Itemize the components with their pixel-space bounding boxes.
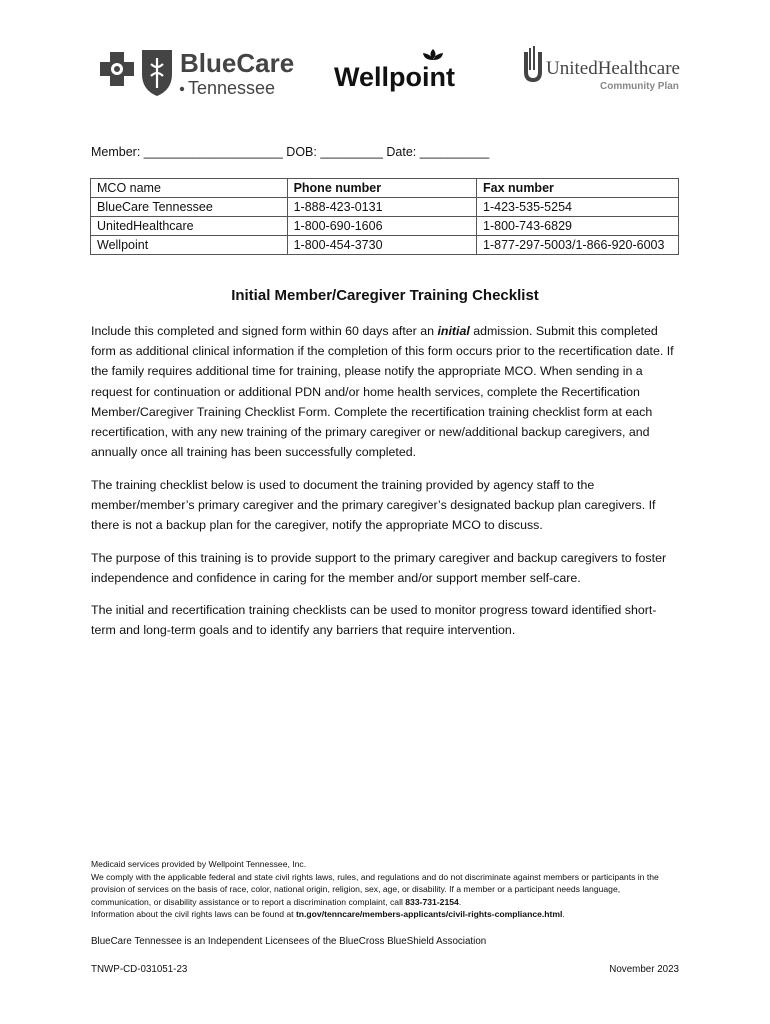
medicaid-line: Medicaid services provided by Wellpoint Tennessee, Inc.: [91, 859, 307, 869]
header-fax-number: Fax number: [477, 179, 679, 198]
header-phone-number: Phone number: [287, 179, 476, 198]
phone-cell: 1-800-690-1606: [287, 217, 476, 236]
uhc-wordmark: UnitedHealthcare: [546, 58, 680, 79]
header-logos: [0, 40, 770, 100]
unitedhealthcare-logo: [520, 44, 690, 94]
fax-cell: 1-423-535-5254: [477, 198, 679, 217]
civil-rights-notice: [91, 858, 681, 921]
mco-name-cell: UnitedHealthcare: [91, 217, 288, 236]
paragraph-initial-admission: Include this completed and signed form within 60 days after an initial admission. Submit this completed form as additional clinical information if the completion of this form occurs prior to the recertification date. If the family requires additional time for training, please notify the appropriate MCO. When sending in a request for continuation or additional PDN and/or home health services, complete the Recertification Member/Caregiver Training Checklist Form. Complete the recertification training checklist form at each recertification, with any new training of the primary caregiver or new/additional backup caregivers, and annually once all training has been successfully completed.: [91, 324, 674, 460]
table-header-row: [91, 179, 679, 198]
emphasis-initial: initial: [437, 324, 470, 338]
mco-contact-table: [90, 178, 679, 255]
paragraph-training-checklist: The training checklist below is used to document the training provided by agency staff to the member/member’s primary caregiver and the primary caregiver’s designated backup plan caregivers. If there is not a backup plan for the caregiver, notify the appropriate MCO to discuss.: [91, 478, 656, 533]
table-row: [91, 217, 679, 236]
wellpoint-logo: [332, 46, 482, 96]
mco-name-cell: Wellpoint: [91, 236, 288, 255]
complaint-phone: 833-731-2154: [405, 896, 459, 907]
fax-cell: 1-800-743-6829: [477, 217, 679, 236]
mco-name-cell: BlueCare Tennessee: [91, 198, 288, 217]
paragraph-purpose: The purpose of this training is to provide support to the primary caregiver and backup caregivers to foster independence and confidence in caring for the member and/or support member self-care.: [91, 551, 667, 586]
nondiscrimination-line: We comply with the applicable federal and state civil rights laws, rules, and regulations and do not discriminate against members or participants in the provision of services on the basis of race, color, national origin, religion, sex, age, or disability. If a member or a participant needs language, communication, or disability assistance or to report a discrimination complaint, call 833-731-2154.: [91, 871, 659, 907]
paragraph-progress: The initial and recertification training checklists can be used to monitor progress toward identified short-term and long-term goals and to identify any barriers that require intervention.: [91, 603, 657, 638]
document-date: November 2023: [609, 964, 679, 975]
table-row: [91, 236, 679, 255]
civil-rights-url: tn.gov/tenncare/members-applicants/civil-rights-compliance.html: [295, 909, 563, 920]
bluecare-wordmark: BlueCare: [180, 48, 295, 78]
document-id: TNWP-CD-031051-23: [91, 964, 188, 975]
community-plan-wordmark: Community Plan: [600, 81, 679, 92]
association-statement: BlueCare Tennessee is an Independent Licensees of the BlueCross BlueShield Association: [91, 936, 487, 947]
tennessee-wordmark: Tennessee: [188, 78, 276, 98]
fax-cell: 1-877-297-5003/1-866-920-6003: [477, 236, 679, 255]
member-dob-date-line: Member: ____________________ DOB: _________ Date: __________: [91, 145, 490, 159]
wellpoint-wordmark: Wellpoint: [334, 62, 455, 92]
phone-cell: 1-800-454-3730: [287, 236, 476, 255]
header-mco-name: MCO name: [91, 179, 288, 198]
bluecare-tennessee-logo: [98, 44, 308, 100]
civil-rights-info-line: Information about the civil rights laws can be found at tn.gov/tenncare/members-applicants/civil-rights-compliance.html.: [91, 909, 565, 920]
phone-cell: 1-888-423-0131: [287, 198, 476, 217]
page-title: Initial Member/Caregiver Training Checklist: [231, 287, 539, 304]
table-row: [91, 198, 679, 217]
